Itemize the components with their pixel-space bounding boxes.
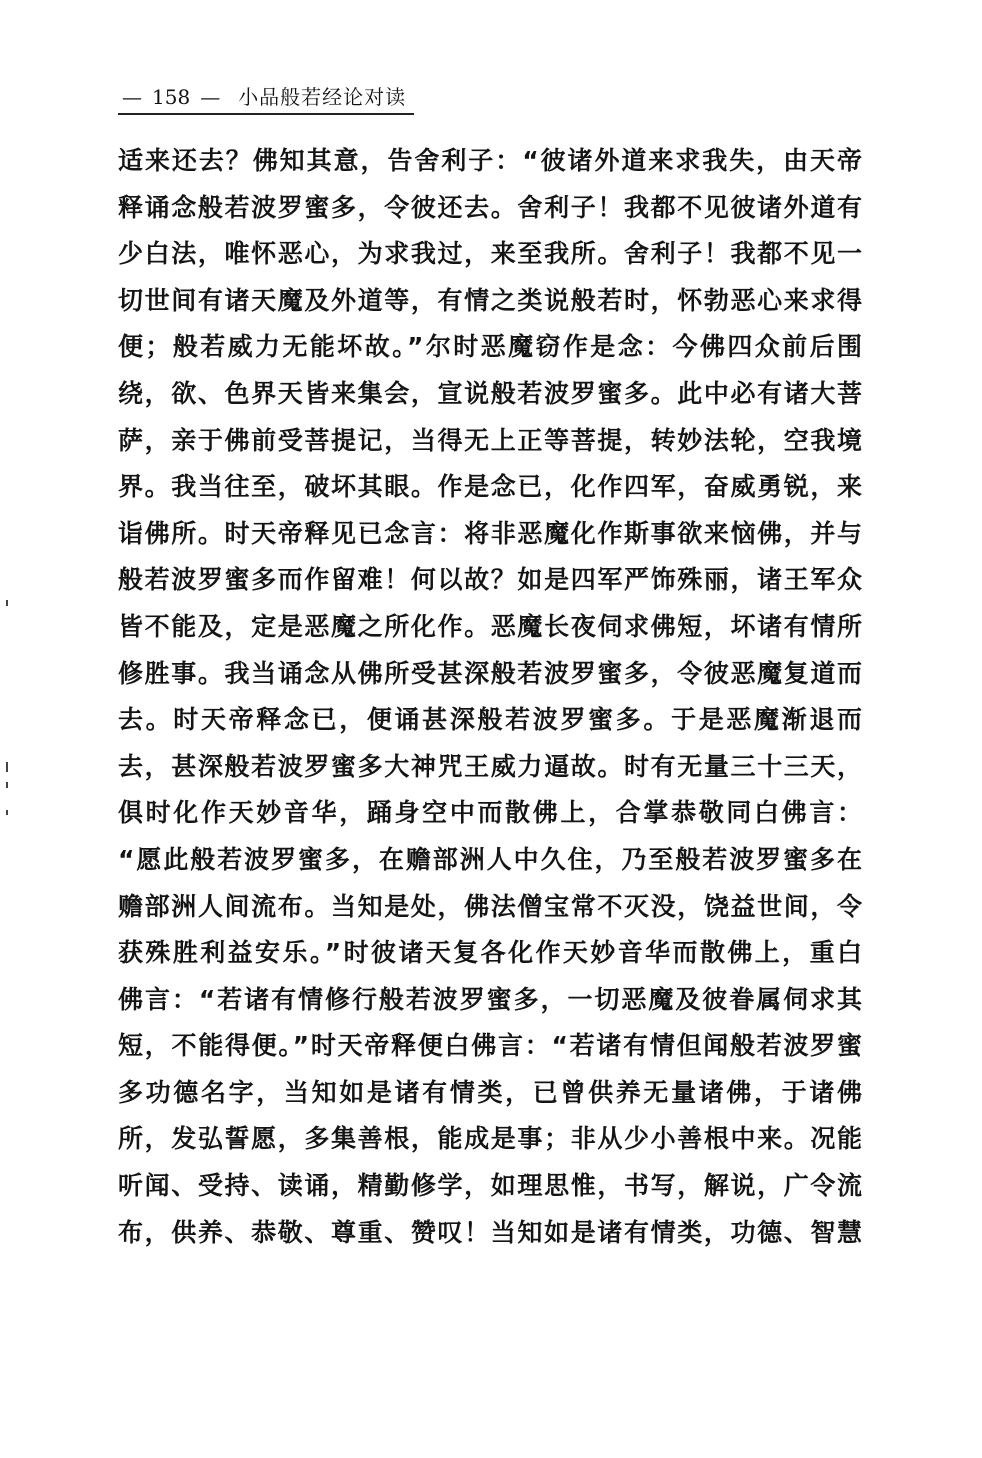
text-line: 多功德名字，当知如是诸有情类，已曾供养无量诸佛，于诸佛 — [118, 1077, 862, 1107]
header-dash-left: — — [122, 85, 142, 109]
scan-margin-mark — [6, 810, 8, 815]
text-line: 适来还去？佛知其意，告舍利子：“彼诸外道来求我失，由天帝 — [118, 146, 862, 175]
text-line: 少白法，唯怀恶心，为求我过，来至我所。舍利子！我都不见一 — [118, 239, 862, 269]
scan-margin-mark — [6, 782, 8, 788]
page-number: 158 — [152, 85, 191, 109]
scan-margin-mark — [6, 762, 8, 772]
text-line: 诣佛所。时天帝释见已念言：将非恶魔化作斯事欲来恼佛，并与 — [118, 518, 862, 548]
text-line: 便；般若威力无能坏故。”尔时恶魔窃作是念：今佛四众前后围 — [118, 332, 862, 362]
text-line: 去。时天帝释念已，便诵甚深般若波罗蜜多。于是恶魔渐退而 — [118, 705, 862, 735]
text-line: 佛言：“若诸有情修行般若波罗蜜多，一切恶魔及彼眷属伺求其 — [118, 984, 862, 1014]
text-line: 释诵念般若波罗蜜多，令彼还去。舍利子！我都不见彼诸外道有 — [118, 192, 862, 222]
text-line: 俱时化作天妙音华，踊身空中而散佛上，合掌恭敬同白佛言： — [118, 798, 862, 828]
text-line: 布，供养、恭敬、尊重、赞叹！当知如是诸有情类，功德、智慧 — [118, 1217, 862, 1247]
text-line: 获殊胜利益安乐。”时彼诸天复各化作天妙音华而散佛上，重白 — [118, 938, 862, 968]
header-rule — [118, 113, 414, 115]
text-line: “愿此般若波罗蜜多，在赡部洲人中久住，乃至般若波罗蜜多在 — [118, 844, 862, 874]
text-line: 般若波罗蜜多而作留难！何以故？如是四军严饰殊丽，诸王军众 — [118, 565, 862, 595]
text-line: 赡部洲人间流布。当知是处，佛法僧宝常不灭没，饶益世间，令 — [118, 891, 862, 921]
text-line: 修胜事。我当诵念从佛所受甚深般若波罗蜜多，令彼恶魔复道而 — [118, 658, 862, 688]
body-text — [118, 138, 862, 1256]
header-dash-right: — — [200, 85, 221, 109]
text-line: 绕，欲、色界天皆来集会，宣说般若波罗蜜多。此中必有诸大菩 — [118, 378, 862, 408]
text-line: 短，不能得便。”时天帝释便白佛言：“若诸有情但闻般若波罗蜜 — [118, 1031, 862, 1061]
text-line: 界。我当往至，破坏其眼。作是念已，化作四军，奋威勇锐，来 — [118, 472, 862, 502]
text-line: 萨，亲于佛前受菩提记，当得无上正等菩提，转妙法轮，空我境 — [118, 425, 862, 455]
text-line: 皆不能及，定是恶魔之所化作。恶魔长夜伺求佛短，坏诸有情所 — [118, 611, 862, 641]
text-line: 听闻、受持、读诵，精勤修学，如理思惟，书写，解说，广令流 — [118, 1171, 862, 1201]
text-line: 所，发弘誓愿，多集善根，能成是事；非从少小善根中来。况能 — [118, 1124, 862, 1154]
book-title: 小品般若经论对读 — [238, 85, 407, 109]
scan-margin-mark — [6, 600, 8, 606]
text-line: 切世间有诸天魔及外道等，有情之类说般若时，怀勃恶心来求得 — [118, 285, 862, 315]
text-line: 去，甚深般若波罗蜜多大神咒王威力逼故。时有无量三十三天， — [118, 751, 862, 781]
running-header — [118, 80, 418, 114]
